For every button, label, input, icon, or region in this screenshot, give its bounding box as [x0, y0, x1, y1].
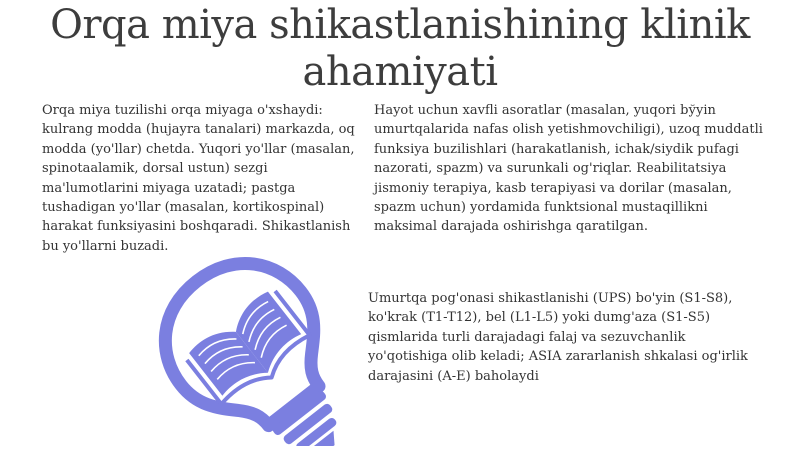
- text-block-injury-levels: Umurtqa pog'onasi shikastlanishi (UPS) bo'yin (S1-S8), ko'krak (T1-T12), bel (L1-L5) yoki dumg'aza (S1-S5) qismlarida turli darajadagi falaj va sezuvchanlik yo'qotishiga olib keladi; ASIA zararlanish shkalasi og'irlik darajasini (A-E) baholaydi: [368, 291, 748, 384]
- lightbulb-with-book-icon: [127, 246, 367, 446]
- book-icon: [183, 286, 315, 412]
- text-block-complications: Hayot uchun xavfli asoratlar (masalan, yuqori bўyin umurtqalarida nafas olish yetishmovchiligi), uzoq muddatli funksiya buzilishlari (harakatlanish, ichak/siydik pufagi nazorati, spazm) va surunkali og'riqlar. Reabilitatsiya jismoniy terapiya, kasb terapiyasi va dorilar (masalan, spazm uchun) yordamida funktsional mustaqillikni maksimal darajada oshirishga qaratilgan.: [374, 103, 763, 235]
- slide-title: Orqa miya shikastlanishining klinik ahamiyati: [50, 2, 750, 95]
- text-block-structure: Orqa miya tuzilishi orqa miyaga o'xshaydi: kulrang modda (hujayra tanalari) markazda, oq modda (yo'llar) chetda. Yuqori yo'llar (masalan, spinotaalamik, dorsal ustun) sezgi ma'lumotlarini miyaga uzatadi; pastga tushadigan yo'llar (masalan, kortikospinal) harakat funksiyasini boshqaradi. Shikastlanish bu yo'llarni buzadi.: [42, 103, 355, 254]
